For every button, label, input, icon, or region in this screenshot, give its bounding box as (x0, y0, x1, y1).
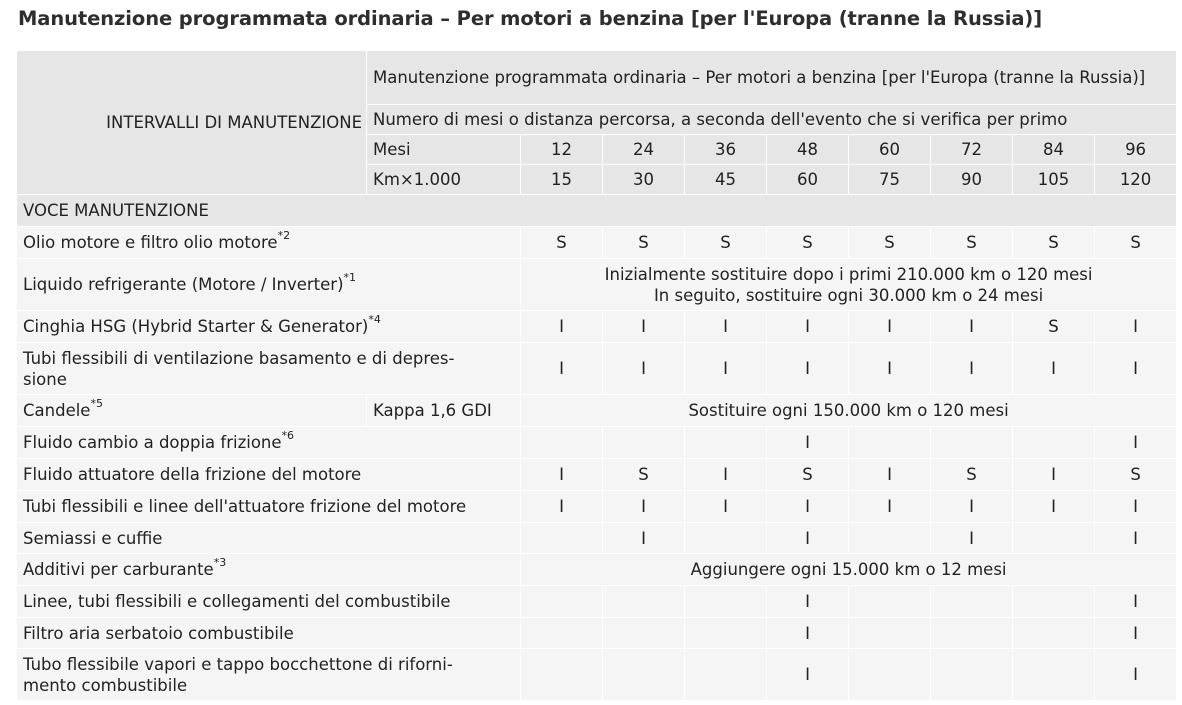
table-row (17, 649, 1177, 701)
value-cell (603, 649, 685, 701)
value-cell (603, 427, 685, 459)
table-row (17, 459, 1177, 491)
value-cell: I (767, 343, 849, 395)
item-label: Additivi per carburante$^{*3}$ (17, 554, 521, 586)
value-cell: I (603, 523, 685, 554)
value-cell: I (521, 459, 603, 491)
value-cell (521, 618, 603, 649)
table-row (17, 523, 1177, 554)
km-cell: 120 (1095, 165, 1177, 195)
value-cell (685, 586, 767, 618)
value-cell: I (767, 427, 849, 459)
value-cell: S (521, 227, 603, 259)
value-cell: I (685, 343, 767, 395)
item-label: Filtro aria serbatoio combustibile (17, 618, 521, 649)
value-cell (849, 523, 931, 554)
value-cell: I (603, 343, 685, 395)
value-cell: I (1095, 343, 1177, 395)
value-cell: I (521, 491, 603, 523)
value-cell: I (1095, 618, 1177, 649)
value-cell: S (767, 459, 849, 491)
value-cell: S (767, 227, 849, 259)
schedule-title: Manutenzione programmata ordinaria – Per motori a benzina [per l'Europa (tranne la Russia)] (367, 51, 1177, 105)
interval-note: Sostituire ogni 150.000 km o 120 mesi (521, 395, 1177, 427)
table-row (17, 618, 1177, 649)
value-cell (603, 586, 685, 618)
value-cell: I (849, 459, 931, 491)
value-cell: S (685, 227, 767, 259)
value-cell: I (849, 491, 931, 523)
value-cell: I (1095, 523, 1177, 554)
item-label: Cinghia HSG (Hybrid Starter & Generator)$^{*4}$ (17, 311, 521, 343)
value-cell: I (685, 311, 767, 343)
km-cell: 75 (849, 165, 931, 195)
value-cell: I (767, 523, 849, 554)
value-cell: I (603, 311, 685, 343)
value-cell: S (1013, 227, 1095, 259)
km-label: Km×1.000 (367, 165, 521, 195)
month-cell: 84 (1013, 135, 1095, 165)
schedule-subtitle: Numero di mesi o distanza percorsa, a seconda dell'evento che si verifica per primo (367, 105, 1177, 135)
item-label: Semiassi e cuffie (17, 523, 521, 554)
value-cell (931, 618, 1013, 649)
months-label: Mesi (367, 135, 521, 165)
table-row (17, 491, 1177, 523)
table-row (17, 554, 1177, 586)
table-row (17, 427, 1177, 459)
table-row (17, 395, 1177, 427)
value-cell: I (1095, 649, 1177, 701)
value-cell: I (521, 343, 603, 395)
value-cell (685, 523, 767, 554)
value-cell: S (931, 227, 1013, 259)
km-cell: 30 (603, 165, 685, 195)
value-cell: S (603, 227, 685, 259)
item-label: Candele$^{*5}$ (17, 395, 367, 427)
page-title: Manutenzione programmata ordinaria – Per motori a benzina [per l'Europa (tranne la Russia)] (18, 7, 1043, 30)
value-cell (1013, 618, 1095, 649)
table-row (17, 343, 1177, 395)
value-cell (1013, 427, 1095, 459)
item-label: Olio motore e filtro olio motore$^{*2}$ (17, 227, 521, 259)
item-label: Tubo flessibile vapori e tappo bocchettone di riforni- mento combustibile (17, 649, 521, 701)
value-cell (685, 649, 767, 701)
value-cell (931, 427, 1013, 459)
value-cell: I (1095, 586, 1177, 618)
value-cell (521, 649, 603, 701)
item-label: Tubi flessibili di ventilazione basamento e di depres- sione (17, 343, 521, 395)
interval-note: Inizialmente sostituire dopo i primi 210.000 km o 120 mesi In seguito, sostituire ogni 30.000 km o 24 mesi (521, 259, 1177, 311)
value-cell: I (767, 586, 849, 618)
value-cell: I (685, 491, 767, 523)
value-cell: I (1013, 491, 1095, 523)
intervals-label: INTERVALLI DI MANUTENZIONE (17, 51, 367, 195)
month-cell: 24 (603, 135, 685, 165)
km-cell: 105 (1013, 165, 1095, 195)
value-cell: I (1095, 311, 1177, 343)
value-cell (521, 427, 603, 459)
item-label: Tubi flessibili e linee dell'attuatore frizione del motore (17, 491, 521, 523)
month-cell: 72 (931, 135, 1013, 165)
value-cell (603, 618, 685, 649)
value-cell: I (931, 343, 1013, 395)
km-cell: 15 (521, 165, 603, 195)
item-label: Liquido refrigerante (Motore / Inverter)$^{*1}$ (17, 259, 521, 311)
value-cell (931, 649, 1013, 701)
month-cell: 48 (767, 135, 849, 165)
value-cell: S (849, 227, 931, 259)
km-cell: 45 (685, 165, 767, 195)
value-cell: I (603, 491, 685, 523)
value-cell: I (685, 459, 767, 491)
value-cell: I (521, 311, 603, 343)
value-cell: S (1095, 227, 1177, 259)
km-cell: 90 (931, 165, 1013, 195)
month-cell: 60 (849, 135, 931, 165)
value-cell: I (1095, 491, 1177, 523)
table-row (17, 311, 1177, 343)
value-cell: I (767, 311, 849, 343)
value-cell (1013, 649, 1095, 701)
maintenance-table (16, 50, 1177, 701)
value-cell: I (849, 311, 931, 343)
value-cell (849, 649, 931, 701)
value-cell: I (1013, 459, 1095, 491)
value-cell: I (849, 343, 931, 395)
value-cell (849, 586, 931, 618)
value-cell (685, 618, 767, 649)
month-cell: 12 (521, 135, 603, 165)
value-cell: I (931, 523, 1013, 554)
value-cell: S (603, 459, 685, 491)
value-cell: I (931, 311, 1013, 343)
value-cell: I (767, 649, 849, 701)
month-cell: 96 (1095, 135, 1177, 165)
value-cell: S (931, 459, 1013, 491)
item-label: Fluido attuatore della frizione del motore (17, 459, 521, 491)
value-cell (849, 618, 931, 649)
value-cell (1013, 523, 1095, 554)
item-label: Fluido cambio a doppia frizione$^{*6}$ (17, 427, 521, 459)
interval-note: Aggiungere ogni 15.000 km o 12 mesi (521, 554, 1177, 586)
table-row (17, 227, 1177, 259)
value-cell (521, 523, 603, 554)
value-cell: I (931, 491, 1013, 523)
value-cell: I (1095, 427, 1177, 459)
table-body (17, 51, 1177, 701)
value-cell (685, 427, 767, 459)
value-cell: S (1095, 459, 1177, 491)
value-cell: I (767, 618, 849, 649)
month-cell: 36 (685, 135, 767, 165)
km-cell: 60 (767, 165, 849, 195)
table-row (17, 586, 1177, 618)
engine-label: Kappa 1,6 GDI (367, 395, 521, 427)
value-cell: I (767, 491, 849, 523)
value-cell (849, 427, 931, 459)
value-cell: I (1013, 343, 1095, 395)
item-label: Linee, tubi flessibili e collegamenti del combustibile (17, 586, 521, 618)
item-header: VOCE MANUTENZIONE (17, 195, 1177, 227)
value-cell (1013, 586, 1095, 618)
value-cell (521, 586, 603, 618)
table-row (17, 259, 1177, 311)
value-cell: S (1013, 311, 1095, 343)
value-cell (931, 586, 1013, 618)
